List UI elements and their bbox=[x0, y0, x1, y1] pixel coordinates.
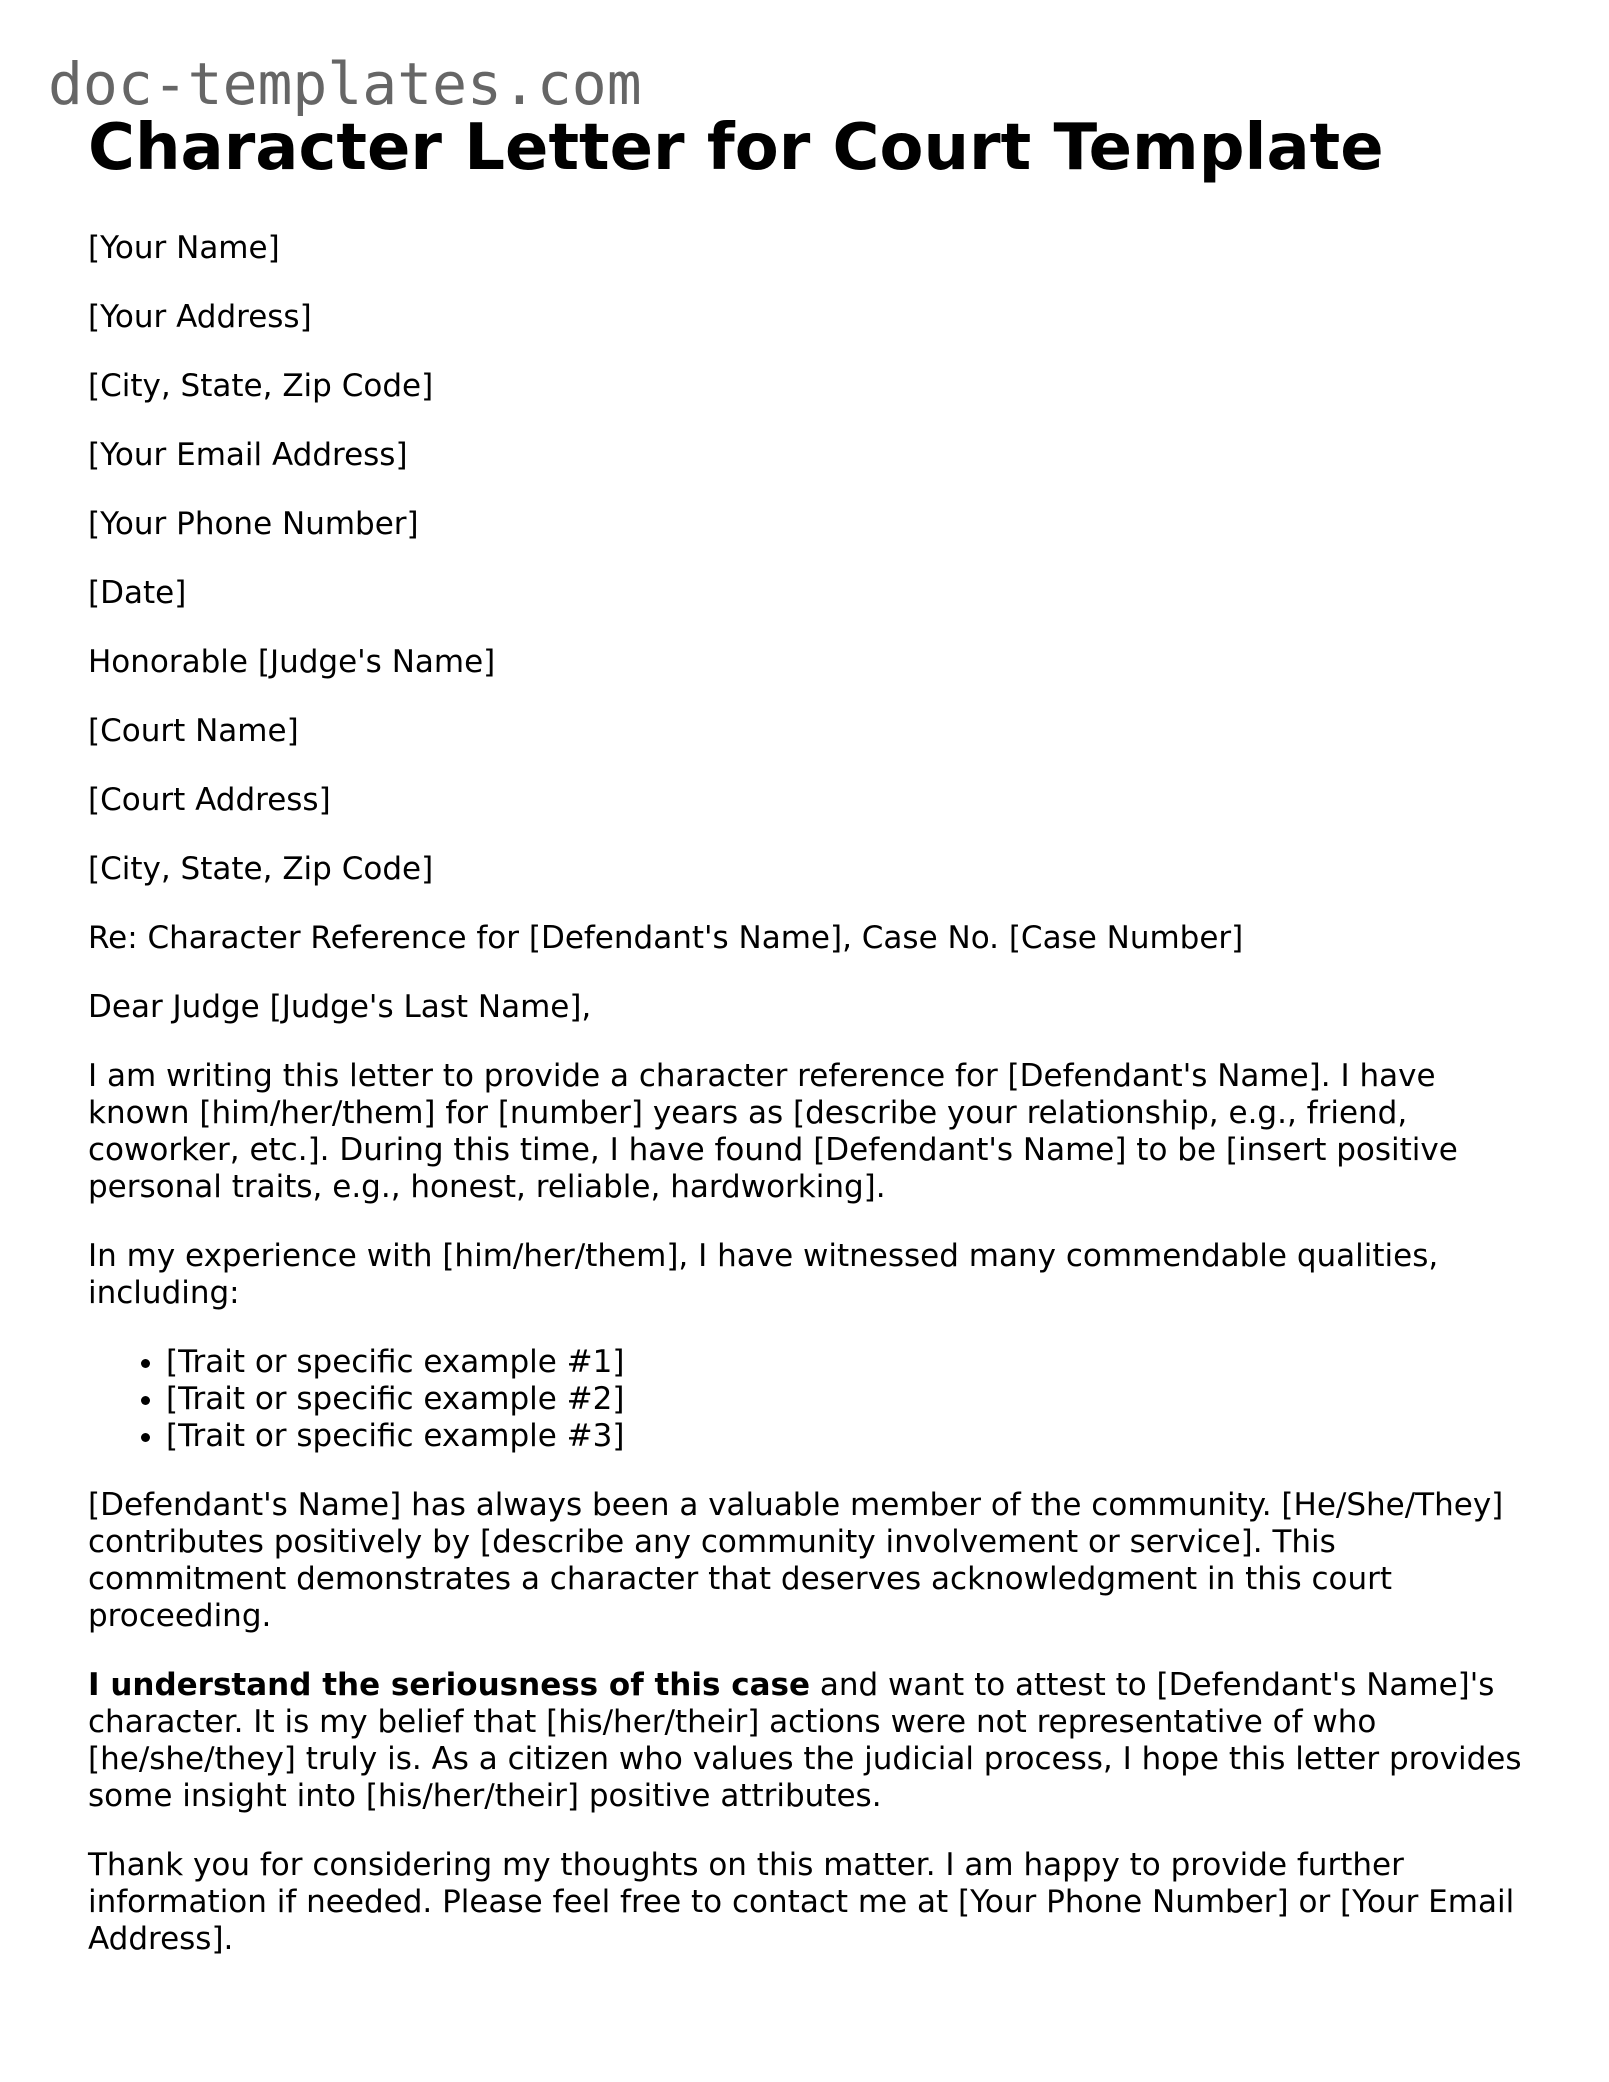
recipient-judge: Honorable [Judge's Name] bbox=[88, 644, 496, 680]
sender-email: [Your Email Address] bbox=[88, 437, 408, 473]
sender-name: [Your Name] bbox=[88, 230, 280, 266]
letter-date: [Date] bbox=[88, 575, 187, 611]
sender-address: [Your Address] bbox=[88, 299, 312, 335]
body-paragraph-2: In my experience with [him/her/them], I have witnessed many commendable qualities, including: bbox=[88, 1238, 1439, 1311]
body-paragraph-3: [Defendant's Name] has always been a valuable member of the community. [He/She/They] contributes positively by [describe any community involvement or service]. This commitment demonstrates a character that deserves acknowledgment in this court proceeding. bbox=[88, 1487, 1504, 1634]
body-paragraph-5: Thank you for considering my thoughts on this matter. I am happy to provide further information if needed. Please feel free to contact me at [Your Phone Number] or [Your Email Address]. bbox=[88, 1847, 1515, 1957]
list-item: • [Trait or specific example #3] bbox=[166, 1418, 1528, 1455]
qualities-list bbox=[88, 1344, 1528, 1455]
body-paragraph-4-text: and want to attest to [Defendant's Name]'s character. It is my belief that [his/her/their] actions were not representative of who [he/she/they] truly is. As a citizen who values the judicial process, I hope this letter provides some insight into [his/her/their] positive attributes. bbox=[88, 1667, 1522, 1814]
page-title: Character Letter for Court Template bbox=[88, 111, 1384, 185]
body-paragraph-4 bbox=[88, 1667, 1528, 1815]
recipient-court-address: [Court Address] bbox=[88, 782, 331, 818]
re-line: Re: Character Reference for [Defendant's Name], Case No. [Case Number] bbox=[88, 920, 1244, 956]
list-item: • [Trait or specific example #1] bbox=[166, 1344, 1528, 1381]
letter-body bbox=[88, 1058, 1528, 1958]
list-item: • [Trait or specific example #2] bbox=[166, 1381, 1528, 1418]
recipient-city-state-zip: [City, State, Zip Code] bbox=[88, 851, 434, 887]
salutation: Dear Judge [Judge's Last Name], bbox=[88, 989, 592, 1025]
sender-phone: [Your Phone Number] bbox=[88, 506, 419, 542]
letter-header bbox=[88, 230, 1528, 1026]
letter-page bbox=[88, 108, 1528, 1990]
recipient-court-name: [Court Name] bbox=[88, 713, 299, 749]
body-paragraph-1: I am writing this letter to provide a character reference for [Defendant's Name]. I have known [him/her/them] for [number] years as [describe your relationship, e.g., friend, coworker, etc.]. During this time, I have found [Defendant's Name] to be [insert positive personal traits, e.g., honest, reliable, hardworking]. bbox=[88, 1058, 1458, 1205]
emphasis-text: I understand the seriousness of this case bbox=[88, 1667, 811, 1703]
sender-city-state-zip: [City, State, Zip Code] bbox=[88, 368, 434, 404]
site-watermark: doc-templates.com bbox=[48, 50, 642, 118]
